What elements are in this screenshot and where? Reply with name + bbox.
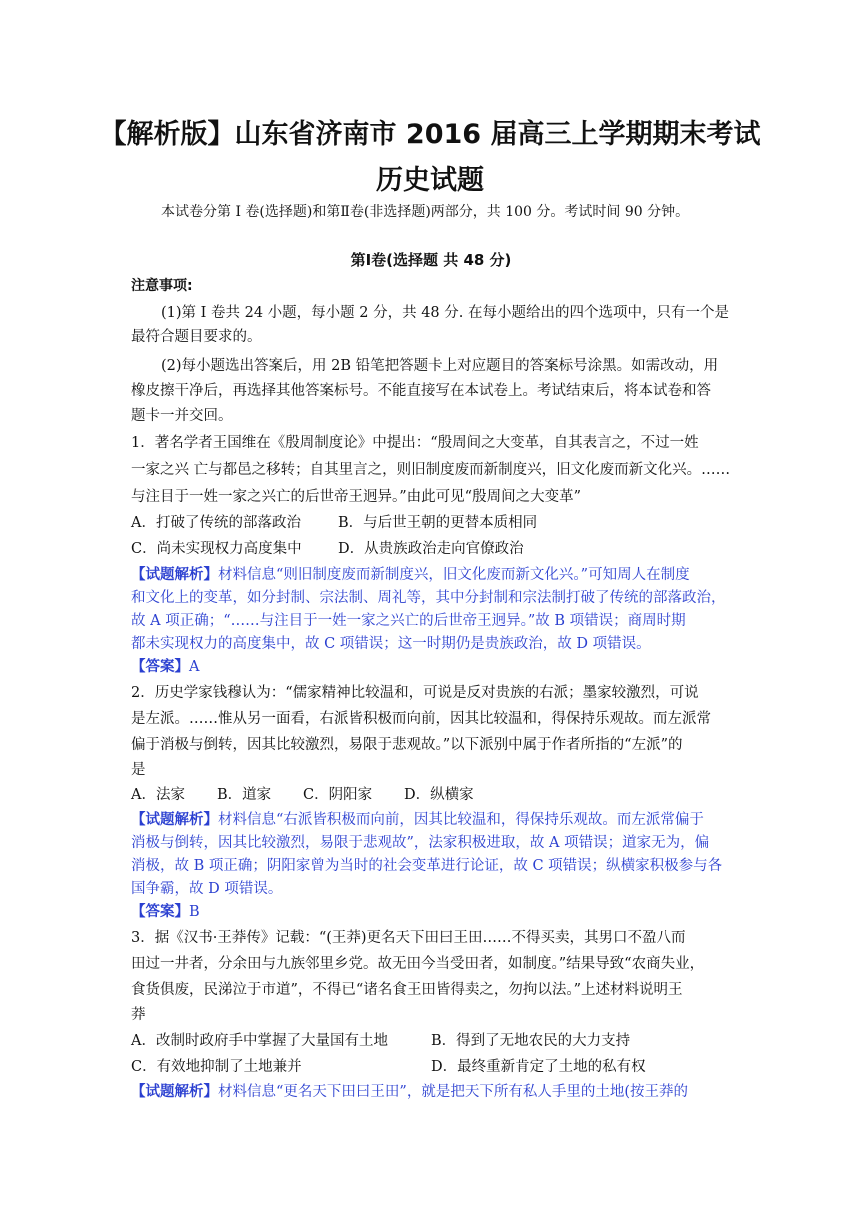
question-3-stem: 食货俱废，民涕泣于市道”，不得已“诸名食王田皆得卖之，勿拘以法。”上述材料说明王 [131,982,683,998]
notice-label: 注意事项: [131,278,193,294]
question-1-analysis: 故 A 项正确；“……与注目于一姓一家之兴亡的后世帝王迥异。”故 B 项错误；商周时期 [131,613,686,629]
question-2-option-b: B．道家 [217,787,272,803]
analysis-label: 【试题解析】 [131,1084,218,1100]
question-1-analysis: 都未实现权力的高度集中，故 C 项错误；这一时期仍是贵族政治，故 D 项错误。 [131,636,651,652]
document-title: 【解析版】山东省济南市 2016 届高三上学期期末考试 [99,119,761,150]
question-3-stem: 田过一井者，分余田与九族邻里乡党。故无田今当受田者，如制度。”结果导致“农商失业， [131,956,705,972]
analysis-label: 【试题解析】 [131,567,218,583]
question-2-stem: 是 [131,762,146,778]
notice-line: 橡皮擦干净后，再选择其他答案标号。不能直接写在本试卷上。考试结束后，将本试卷和答 [131,383,711,399]
analysis-text: 材料信息“则旧制度废而新制度兴，旧文化废而新文化兴。”可知周人在制度 [218,567,690,583]
question-1-option-a: A．打破了传统的部落政治 [131,515,301,531]
answer-label: 【答案】 [131,659,189,675]
notice-line: (1)第 I 卷共 24 小题，每小题 2 分，共 48 分. 在每小题给出的四个选项中，只有一个是 [161,305,729,321]
notice-line: (2)每小题选出答案后，用 2B 铅笔把答题卡上对应题目的答案标号涂黑。如需改动，用 [161,358,719,374]
analysis-text: 材料信息“更名天下田曰王田”，就是把天下所有私人手里的土地(按王莽的 [218,1084,688,1100]
question-1-analysis [131,565,731,585]
question-3-stem: 3．据《汉书·王莽传》记载：“(王莽)更名天下田曰王田……不得买卖，其男口不盈八而 [131,930,686,946]
question-1-option-c: C．尚未实现权力高度集中 [131,541,302,557]
question-3-option-c: C．有效地抑制了土地兼并 [131,1059,302,1075]
question-2-analysis: 国争霸，故 D 项错误。 [131,881,283,897]
question-2-option-a: A．法家 [131,787,185,803]
question-2-stem: 2．历史学家钱穆认为：“儒家精神比较温和，可说是反对贵族的右派；墨家较激烈，可说 [131,685,699,701]
exam-intro: 本试卷分第 I 卷(选择题)和第Ⅱ卷(非选择题)两部分，共 100 分。考试时间 90 分钟。 [161,204,690,220]
question-3-option-a: A．改制时政府手中掌握了大量国有土地 [131,1033,388,1049]
document-subtitle: 历史试题 [376,165,484,196]
question-2-option-d: D．纵横家 [404,787,474,803]
notice-line: 最符合题目要求的。 [131,329,262,345]
question-2-stem: 偏于消极与倒转，因其比较激烈，易限于悲观故。”以下派别中属于作者所指的“左派”的 [131,737,683,753]
question-2-option-c: C．阴阳家 [303,787,373,803]
question-1-stem: 1．著名学者王国维在《殷周制度论》中提出：“殷周间之大变革，自其表言之，不过一姓 [131,435,699,451]
question-1-answer [131,657,731,677]
question-1-analysis: 和文化上的变革，如分封制、宗法制、周礼等，其中分封制和宗法制打破了传统的部落政治， [131,590,726,606]
question-2-analysis: 消极与倒转，因其比较激烈，易限于悲观故”，法家积极进取，故 A 项错误；道家无为，偏 [131,835,710,851]
question-1-stem: 与注目于一姓一家之兴亡的后世帝王迥异。”由此可见“殷周间之大变革” [131,489,581,505]
notice-line: 题卡一并交回。 [131,408,233,424]
question-2-analysis: 消极，故 B 项正确；阴阳家曾为当时的社会变革进行论证，故 C 项错误；纵横家积极参与各 [131,858,723,874]
question-2-answer [131,902,731,922]
question-1-stem: 一家之兴 亡与都邑之移转；自其里言之，则旧制度废而新制度兴，旧文化废而新文化兴。…… [131,462,731,478]
answer-value: A [189,659,200,675]
question-3-analysis [131,1082,731,1102]
answer-value: B [189,904,200,920]
analysis-text: 材料信息“右派皆积极而向前，因其比较温和，得保持乐观故。而左派常偏于 [218,812,704,828]
question-2-analysis [131,810,731,830]
answer-label: 【答案】 [131,904,189,920]
question-3-option-b: B．得到了无地农民的大力支持 [431,1033,631,1049]
question-3-stem: 莽 [131,1007,146,1023]
analysis-label: 【试题解析】 [131,812,218,828]
question-2-stem: 是左派。……惟从另一面看，右派皆积极而向前，因其比较温和，得保持乐观故。而左派常 [131,711,711,727]
question-1-option-b: B．与后世王朝的更替本质相同 [338,515,538,531]
section-heading: 第Ⅰ卷(选择题 共 48 分) [350,251,512,269]
question-3-option-d: D．最终重新肯定了土地的私有权 [431,1059,646,1075]
question-1-option-d: D．从贵族政治走向官僚政治 [338,541,524,557]
